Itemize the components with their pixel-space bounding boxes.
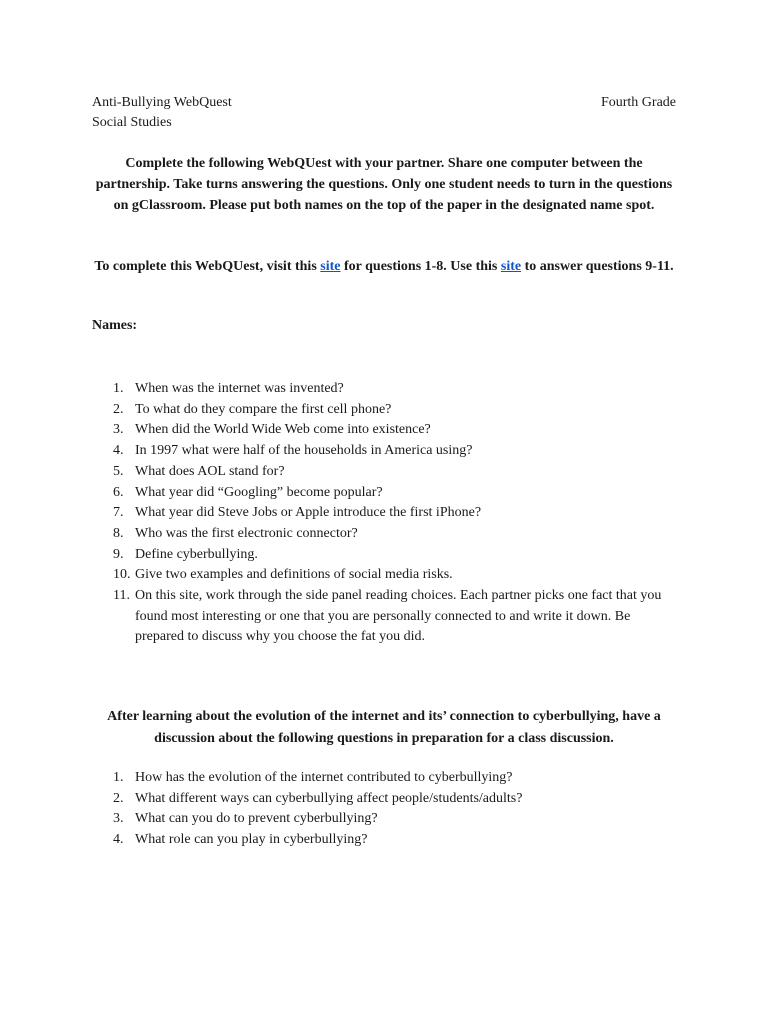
discussion-item bbox=[92, 789, 682, 810]
discussion-number: 4. bbox=[113, 832, 124, 848]
webquest-question-list bbox=[92, 379, 682, 648]
question-text: What year did “Googling” become popular? bbox=[135, 484, 383, 500]
question-text: Give two examples and definitions of social media risks. bbox=[135, 567, 453, 583]
discussion-number: 3. bbox=[113, 811, 124, 827]
question-text: In 1997 what were half of the households in America using? bbox=[135, 443, 473, 459]
question-item bbox=[92, 441, 682, 462]
question-number: 6. bbox=[113, 484, 124, 500]
visit-text-part1: To complete this WebQUest, visit this bbox=[94, 259, 321, 274]
question-item bbox=[92, 379, 682, 400]
subject-label: Social Studies bbox=[92, 115, 172, 130]
question-number: 5. bbox=[113, 463, 124, 479]
instructions-paragraph: Complete the following WebQUest with your partner. Share one computer between the partnership. Take turns answering the questions. Only one student needs to turn in the questions on gClassroom. Please put both names on the top of the paper in the designated name spot. bbox=[95, 156, 673, 213]
question-item bbox=[92, 586, 682, 648]
question-text: When was the internet was invented? bbox=[135, 381, 344, 396]
question-item bbox=[92, 483, 682, 504]
header-top-row bbox=[92, 93, 676, 113]
discussion-text: What different ways can cyberbullying affect people/students/adults? bbox=[135, 790, 523, 806]
question-number: 4. bbox=[113, 443, 124, 459]
question-item bbox=[92, 565, 682, 586]
question-number: 1. bbox=[113, 381, 124, 396]
question-item bbox=[92, 400, 682, 421]
question-number: 7. bbox=[113, 505, 124, 521]
visit-text-part3: to answer questions 9-11. bbox=[521, 259, 674, 274]
site-link-questions-1-8[interactable]: site bbox=[320, 259, 341, 274]
question-number: 10. bbox=[113, 567, 131, 583]
worksheet-title: Anti-Bullying WebQuest bbox=[92, 95, 232, 110]
names-label: Names: bbox=[92, 318, 138, 333]
question-text: What does AOL stand for? bbox=[135, 463, 285, 479]
discussion-item bbox=[92, 809, 682, 830]
question-text: What year did Steve Jobs or Apple introduce the first iPhone? bbox=[135, 505, 482, 521]
question-item bbox=[92, 524, 682, 545]
site-link-questions-9-11[interactable]: site bbox=[500, 259, 522, 274]
visit-instructions bbox=[92, 256, 676, 277]
question-text: Who was the first electronic connector? bbox=[135, 525, 358, 541]
discussion-text: What can you do to prevent cyberbullying? bbox=[135, 811, 378, 827]
question-text: To what do they compare the first cell phone? bbox=[135, 401, 392, 417]
visit-text-part2: for questions 1-8. Use this bbox=[340, 259, 501, 274]
question-text: When did the World Wide Web come into existence? bbox=[135, 422, 431, 438]
discussion-text: What role can you play in cyberbullying? bbox=[135, 832, 368, 848]
question-number: 2. bbox=[113, 401, 124, 417]
discussion-text: How has the evolution of the internet contributed to cyberbullying? bbox=[135, 770, 513, 785]
question-item bbox=[92, 545, 682, 566]
discussion-number: 2. bbox=[113, 790, 124, 806]
discussion-item bbox=[92, 830, 682, 851]
discussion-number: 1. bbox=[113, 770, 124, 785]
discussion-instructions: After learning about the evolution of the internet and its’ connection to cyberbullying, have a discussion about the following questions in preparation for a class discussion. bbox=[107, 709, 661, 746]
grade-label: Fourth Grade bbox=[600, 95, 676, 110]
discussion-question-list bbox=[92, 768, 682, 851]
discussion-item bbox=[92, 768, 682, 789]
question-text: On this site, work through the side panel reading choices. Each partner picks one fact that you found most interesting or one that you are personally connected to and write it down. Be prepared to discuss why you choose the fat you did. bbox=[135, 588, 662, 645]
question-number: 9. bbox=[113, 546, 124, 562]
question-text: Define cyberbullying. bbox=[135, 546, 258, 562]
question-item bbox=[92, 420, 682, 441]
document-header bbox=[92, 93, 676, 133]
question-number: 11. bbox=[113, 588, 130, 604]
question-number: 3. bbox=[113, 422, 124, 438]
question-number: 8. bbox=[113, 525, 124, 541]
question-item bbox=[92, 462, 682, 483]
question-item bbox=[92, 503, 682, 524]
